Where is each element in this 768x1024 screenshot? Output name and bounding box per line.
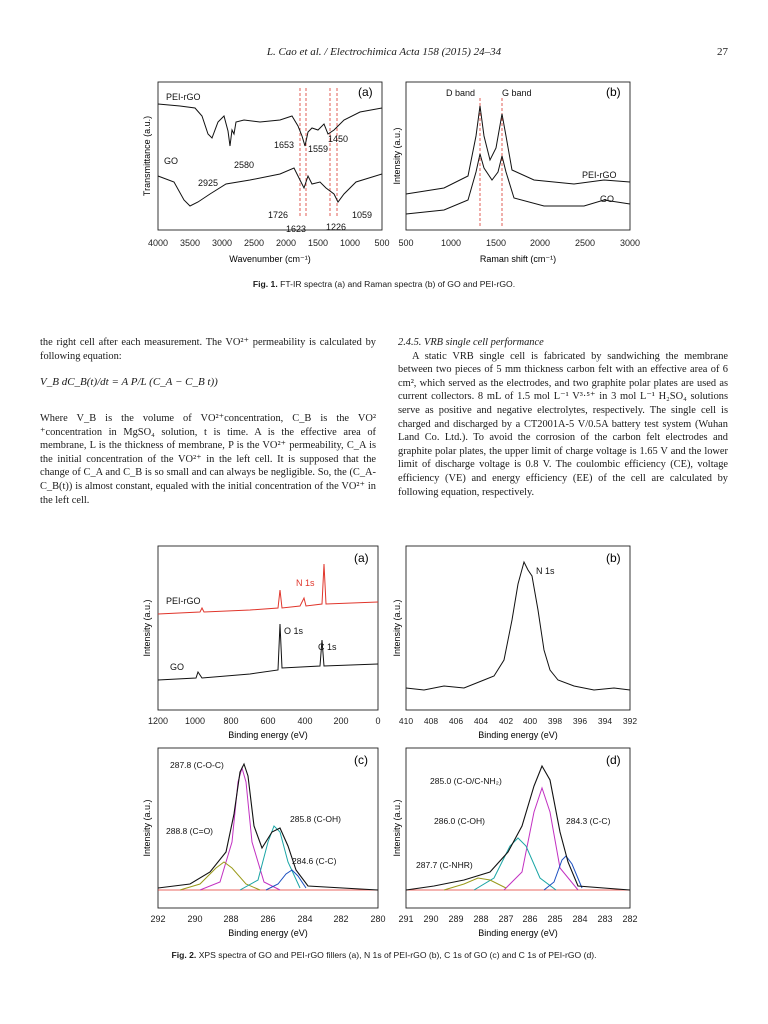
fig2a-ylabel <box>142 599 152 656</box>
fig2c-chart <box>140 742 390 942</box>
fig1a-chart <box>140 76 390 276</box>
left-column-bottom <box>40 412 376 507</box>
fig1b-xtick: 500 <box>398 238 414 248</box>
fig1b-xtick: 1000 <box>440 238 462 248</box>
fig2c-label-cc: 284.6 (C-C) <box>292 856 337 866</box>
fig2d-label-con: 285.0 (C-O/C-NH₂) <box>430 776 502 786</box>
fig2c-xtick: 282 <box>333 914 349 924</box>
fig2d-xtick: 288 <box>473 914 489 924</box>
fig2b-ylabel <box>392 599 402 656</box>
fig2a-xtick: 1200 <box>147 716 169 726</box>
fig2d-xtick: 283 <box>597 914 613 924</box>
fig1-caption-label: Fig. 1. <box>252 279 278 289</box>
fig2c-xtick: 290 <box>187 914 203 924</box>
right-paragraph: A static VRB single cell is fabricated by sandwiching the membrane between two pieces of 5 mm thickness carbon felt with an effective area of 6 cm², which served as the electrodes, and two graphite polar plates are used as current collectors. 8 mL of 1.5 mol L⁻¹ V³·⁵⁺ in 3 mol L⁻¹ H₂SO₄ solutions serve as positive and negative electrolytes, respectively. The single cell is charged and discharged by a CT2001A-5 V/0.5A battery test system (Wuhan Land Co. Ltd.). To avoid the corrosion of the carbon felt electrodes and graphite polar plates, the upper limit of charge voltage is 1.65 V and the lower limit of discharge voltage is 0.8 V. The coulombic efficiency (CE), voltage efficiency (VE) and energy efficiency (EE) of the cell are calculated by following equation, respectively. <box>398 350 728 498</box>
fig2b-xtick: 396 <box>572 716 588 726</box>
fig1b-xtick: 3000 <box>619 238 641 248</box>
fig2a-peirgo-line <box>158 564 378 614</box>
fig2c-tag: (c) <box>354 753 368 767</box>
fig2d-label-cnhr: 287.7 (C-NHR) <box>416 860 473 870</box>
fig2d-xlabel: Binding energy (eV) <box>478 928 558 938</box>
fig2c-panel <box>140 742 390 942</box>
fig2a-xtick: 200 <box>333 716 349 726</box>
fig2d-panel <box>394 742 644 942</box>
fig2b-panel <box>394 540 644 740</box>
fig2b-xtick: 394 <box>597 716 613 726</box>
fig2d-xtick: 291 <box>398 914 414 924</box>
fig2b-xtick: 398 <box>547 716 563 726</box>
fig2c-xtick: 286 <box>260 914 276 924</box>
fig1b-marker-lines <box>480 98 502 226</box>
fig1a-annot-2925: 2925 <box>198 178 219 188</box>
fig1a-ylabel <box>142 116 152 196</box>
svg-text:Transmittance (a.u.): Transmittance (a.u.) <box>142 115 152 197</box>
fig2d-xtick: 290 <box>423 914 439 924</box>
fig1a-xtick: 4000 <box>147 238 169 248</box>
fig2a-xtick: 600 <box>260 716 276 726</box>
fig2a-xtick: 1000 <box>184 716 206 726</box>
fig1a-annot-1450: 1450 <box>328 134 349 144</box>
fig1b-panel <box>394 76 644 276</box>
fig2b-label-n1s: N 1s <box>536 566 555 576</box>
fig1b-xtick: 2000 <box>529 238 551 248</box>
fig2a-label-peirgo: PEI-rGO <box>166 596 201 606</box>
fig1a-go-line <box>158 168 382 206</box>
fig1b-label-dband: D band <box>446 88 476 98</box>
fig2d-peak-cnhr <box>444 878 506 890</box>
fig1b-label-gband: G band <box>502 88 532 98</box>
fig1b-go-line <box>406 154 630 214</box>
svg-text:Intensity (a.u.): Intensity (a.u.) <box>142 599 152 657</box>
fig2d-xtick: 289 <box>448 914 464 924</box>
fig1b-tag: (b) <box>606 85 621 99</box>
fig2c-label-coh: 285.8 (C-OH) <box>290 814 342 824</box>
fig2d-xtick: 286 <box>522 914 538 924</box>
fig2d-xtick: 287 <box>498 914 514 924</box>
fig1a-annot-1559: 1559 <box>308 144 329 154</box>
fig2d-xtick: 282 <box>622 914 638 924</box>
fig2c-ylabel <box>142 799 152 856</box>
fig2-caption-label: Fig. 2. <box>171 950 197 960</box>
page-number: 27 <box>717 46 728 58</box>
fig2d-tag: (d) <box>606 753 621 767</box>
section-title: 2.4.5. VRB single cell performance <box>398 337 544 348</box>
fig2a-label-o1s: O 1s <box>284 626 304 636</box>
fig1b-chart <box>394 76 644 276</box>
left-column-top <box>40 336 376 363</box>
fig1a-xtick: 2000 <box>275 238 297 248</box>
fig2b-xtick: 392 <box>622 716 638 726</box>
fig2b-n1s-line <box>406 562 630 690</box>
fig1b-xlabel: Raman shift (cm⁻¹) <box>479 254 557 264</box>
fig1a-label-peirgo: PEI-rGO <box>166 92 201 102</box>
fig2c-xtick: 292 <box>150 914 166 924</box>
fig2c-xlabel: Binding energy (eV) <box>228 928 308 938</box>
fig2b-tag: (b) <box>606 551 621 565</box>
fig1-caption-text: FT-IR spectra (a) and Raman spectra (b) of GO and PEI-rGO. <box>280 279 516 289</box>
fig2c-xtick: 280 <box>370 914 386 924</box>
fig1a-label-go: GO <box>164 156 179 166</box>
fig1b-label-go: GO <box>600 194 615 204</box>
svg-text:Intensity (a.u.): Intensity (a.u.) <box>142 799 152 857</box>
fig2-caption <box>0 950 768 960</box>
fig1a-annot-1726: 1726 <box>268 210 289 220</box>
fig2c-label-co: 288.8 (C=O) <box>166 826 214 836</box>
fig2a-xlabel: Binding energy (eV) <box>228 730 308 740</box>
fig2b-xtick: 400 <box>522 716 538 726</box>
fig1a-annot-1653: 1653 <box>274 140 295 150</box>
svg-text:Intensity (a.u.): Intensity (a.u.) <box>392 599 402 657</box>
fig2a-tag: (a) <box>354 551 369 565</box>
fig2a-panel <box>140 540 390 740</box>
fig2a-chart <box>140 540 390 740</box>
fig1a-xtick: 1000 <box>339 238 361 248</box>
fig2d-label-coh: 286.0 (C-OH) <box>434 816 486 826</box>
fig1a-xtick: 1500 <box>307 238 329 248</box>
fig1a-annot-1623: 1623 <box>286 224 307 234</box>
fig2c-label-coc: 287.8 (C-O-C) <box>170 760 224 770</box>
fig1b-label-peirgo: PEI-rGO <box>582 170 617 180</box>
left-paragraph-1: the right cell after each measurement. The VO²⁺ permeability is calculated by following equation: <box>40 337 376 362</box>
fig2d-label-cc: 284.3 (C-C) <box>566 816 611 826</box>
fig2-caption-text: XPS spectra of GO and PEI-rGO fillers (a), N 1s of PEI-rGO (b), C 1s of GO (c) and C 1s of PEI-rGO (d). <box>198 950 597 960</box>
running-header: L. Cao et al. / Electrochimica Acta 158 (2015) 24–34 <box>266 46 502 58</box>
fig1-caption <box>0 279 768 289</box>
fig2a-xtick: 800 <box>223 716 239 726</box>
fig2a-xtick: 400 <box>297 716 313 726</box>
fig2d-peak-coh <box>474 838 556 890</box>
fig2a-label-c1s: C 1s <box>318 642 337 652</box>
fig1b-peirgo-line <box>406 106 630 194</box>
fig2a-go-line <box>158 624 378 680</box>
fig2b-xtick: 410 <box>398 716 414 726</box>
fig1a-annot-1059: 1059 <box>352 210 373 220</box>
fig2c-xtick: 288 <box>223 914 239 924</box>
permeability-equation: V_B dC_B(t)/dt = A P/L (C_A − C_B t)) <box>40 376 218 388</box>
fig1a-peirgo-line <box>158 104 382 146</box>
fig1a-tag: (a) <box>358 85 373 99</box>
fig1a-annot-2580: 2580 <box>234 160 255 170</box>
fig1a-annot-1226: 1226 <box>326 222 347 232</box>
fig2b-xtick: 402 <box>498 716 514 726</box>
fig2b-xtick: 406 <box>448 716 464 726</box>
fig2d-chart <box>394 742 644 942</box>
fig2d-xtick: 285 <box>547 914 563 924</box>
fig1a-xtick: 3500 <box>179 238 201 248</box>
fig1a-xlabel: Wavenumber (cm⁻¹) <box>229 254 311 264</box>
fig1a-xtick: 3000 <box>211 238 233 248</box>
fig2d-xtick: 284 <box>572 914 588 924</box>
fig2c-xtick: 284 <box>297 914 313 924</box>
svg-text:Intensity (a.u.): Intensity (a.u.) <box>392 127 402 185</box>
fig2b-xlabel: Binding energy (eV) <box>478 730 558 740</box>
fig1a-panel <box>140 76 390 276</box>
fig1b-xtick: 2500 <box>574 238 596 248</box>
left-paragraph-2: Where V_B is the volume of VO²⁺concentration, C_B is the VO² ⁺concentration in MgSO₄ solution, t is time. A is the effective area of membrane, L is the thickness of membrane, P is the VO²⁺ permeability, C_A is the initial concentration of the VO²⁺ in the left cell. It is supposed that the change of C_A and C_B is so small and can always be negligible. So, the (C_A-C_B(t)) is almost constant, equaled with the initial concentration of the VO²⁺ in the left cell. <box>40 413 376 506</box>
fig2a-xtick: 0 <box>375 716 381 726</box>
fig1a-xtick: 500 <box>374 238 390 248</box>
fig2a-label-n1s: N 1s <box>296 578 315 588</box>
fig2a-label-go: GO <box>170 662 185 672</box>
fig1b-xtick: 1500 <box>485 238 507 248</box>
fig1b-ylabel <box>392 127 402 184</box>
right-column <box>398 336 728 499</box>
fig2d-ylabel <box>392 799 402 856</box>
fig2b-xtick: 404 <box>473 716 489 726</box>
svg-text:Intensity (a.u.): Intensity (a.u.) <box>392 799 402 857</box>
fig2b-xtick: 408 <box>423 716 439 726</box>
fig2b-chart <box>394 540 644 740</box>
fig1a-xtick: 2500 <box>243 238 265 248</box>
fig2d-peak-cc <box>544 856 582 890</box>
